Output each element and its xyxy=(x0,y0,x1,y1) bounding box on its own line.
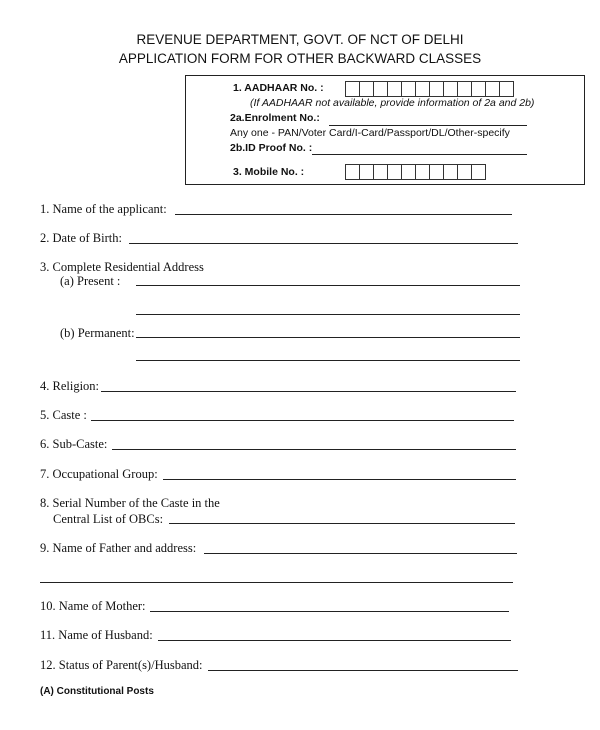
permanent-address-input-1[interactable] xyxy=(136,337,520,338)
permanent-address-input-2[interactable] xyxy=(136,360,520,361)
applicant-name-input[interactable] xyxy=(175,214,512,215)
father-name-input-1[interactable] xyxy=(204,553,517,554)
present-address-input-2[interactable] xyxy=(136,314,520,315)
applicant-name-label: 1. Name of the applicant: xyxy=(40,202,167,216)
mobile-label: 3. Mobile No. : xyxy=(233,166,305,178)
dob-input[interactable] xyxy=(129,243,518,244)
aadhaar-label: 1. AADHAAR No. : xyxy=(233,82,324,94)
id-info-box xyxy=(185,75,585,185)
department-title: REVENUE DEPARTMENT, GOVT. OF NCT OF DELHI xyxy=(136,32,464,47)
enrolment-label: 2a.Enrolment No.: xyxy=(230,112,320,124)
address-label: 3. Complete Residential Address xyxy=(40,260,204,274)
aadhaar-note: (If AADHAAR not available, provide information of 2a and 2b) xyxy=(250,97,535,109)
mother-name-input[interactable] xyxy=(150,611,509,612)
obc-serial-label-1: 8. Serial Number of the Caste in the xyxy=(40,496,220,510)
obc-serial-input[interactable] xyxy=(169,523,515,524)
caste-input[interactable] xyxy=(91,420,514,421)
mobile-input[interactable] xyxy=(346,164,486,180)
husband-name-input[interactable] xyxy=(158,640,511,641)
mother-name-label: 10. Name of Mother: xyxy=(40,599,146,613)
religion-label: 4. Religion: xyxy=(40,379,100,393)
sub-caste-input[interactable] xyxy=(112,449,516,450)
constitutional-posts-heading: (A) Constitutional Posts xyxy=(40,686,154,697)
parent-status-input[interactable] xyxy=(208,670,518,671)
enrolment-input[interactable] xyxy=(329,125,527,126)
id-types-text: Any one - PAN/Voter Card/I-Card/Passport/DL/Other-specify xyxy=(230,127,510,139)
obc-serial-label-2: Central List of OBCs: xyxy=(53,512,164,526)
permanent-address-label: (b) Permanent: xyxy=(60,326,135,340)
dob-label: 2. Date of Birth: xyxy=(40,231,122,245)
aadhaar-input[interactable] xyxy=(346,81,514,97)
husband-name-label: 11. Name of Husband: xyxy=(40,628,153,642)
id-proof-input[interactable] xyxy=(312,154,527,155)
parent-status-label: 12. Status of Parent(s)/Husband: xyxy=(40,658,203,672)
religion-input[interactable] xyxy=(101,391,516,392)
occupational-group-label: 7. Occupational Group: xyxy=(40,467,158,481)
caste-label: 5. Caste : xyxy=(40,408,87,422)
present-address-label: (a) Present : xyxy=(60,274,121,288)
sub-caste-label: 6. Sub-Caste: xyxy=(40,437,108,451)
present-address-input-1[interactable] xyxy=(136,285,520,286)
id-proof-label: 2b.ID Proof No. : xyxy=(230,142,313,154)
occupational-group-input[interactable] xyxy=(163,479,516,480)
father-name-label: 9. Name of Father and address: xyxy=(40,541,197,555)
father-name-input-2[interactable] xyxy=(40,582,513,583)
form-title: APPLICATION FORM FOR OTHER BACKWARD CLASSES xyxy=(118,51,482,66)
